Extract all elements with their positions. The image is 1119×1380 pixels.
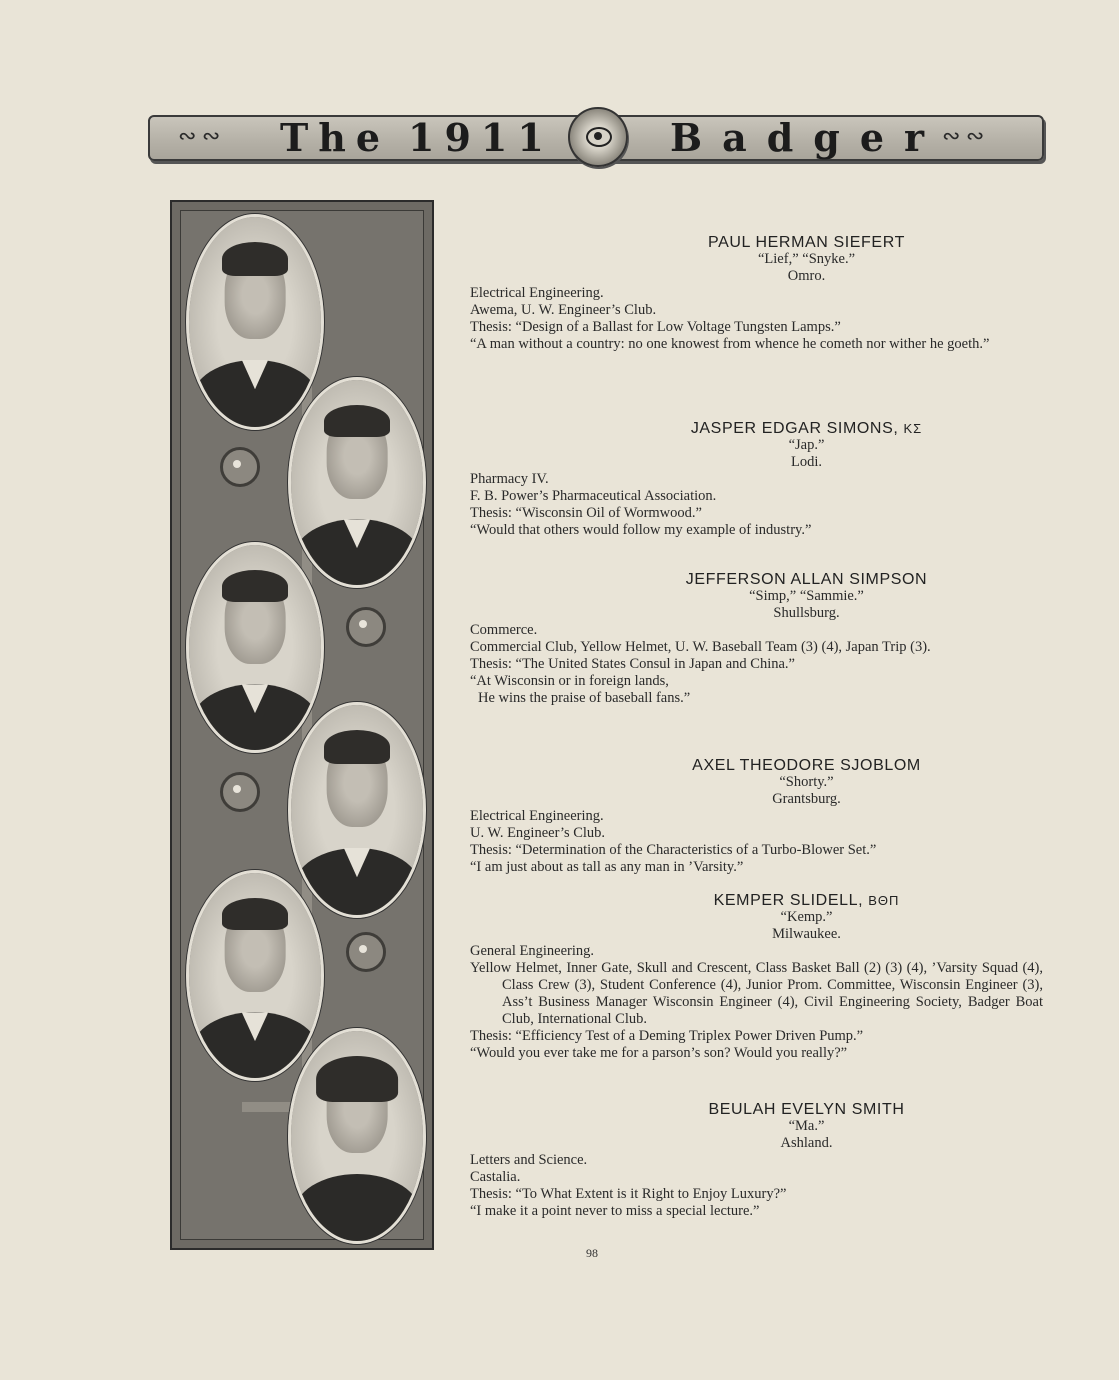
entry-course: Pharmacy IV. — [470, 471, 549, 487]
entry-simons — [470, 420, 1043, 539]
entry-activities: U. W. Engineer’s Club. — [470, 825, 606, 841]
bow-ornament-icon — [346, 607, 386, 647]
entry-name: KEMPER SLIDELL, ΒΘΠ — [713, 892, 900, 909]
entry-hometown: Grantsburg. — [772, 791, 841, 807]
entry-hometown: Shullsburg. — [773, 605, 840, 621]
swirl-ornament-right: ∾ ∾ — [942, 123, 985, 148]
entry-fraternity: ΚΣ — [903, 421, 923, 436]
bow-ornament-icon — [346, 932, 386, 972]
entry-course: Electrical Engineering. — [470, 285, 604, 301]
entry-siefert — [470, 234, 1043, 353]
entry-quote: “Would you ever take me for a parson’s son? Would you really?” — [470, 1045, 848, 1061]
seal-eye-icon — [568, 107, 628, 167]
entry-thesis: Thesis: “Design of a Ballast for Low Voltage Tungsten Lamps.” — [470, 319, 841, 335]
entry-hometown: Ashland. — [780, 1135, 833, 1151]
entry-simpson — [470, 571, 1043, 707]
title-banner — [148, 115, 1044, 161]
entry-course: Commerce. — [470, 622, 538, 638]
entry-name: JASPER EDGAR SIMONS, ΚΣ — [690, 420, 923, 437]
entry-course: Letters and Science. — [470, 1152, 588, 1168]
portrait-smith — [288, 1028, 426, 1244]
banner-word-the: The — [280, 115, 391, 160]
entry-quote: “I am just about as tall as any man in ’Varsity.” — [470, 859, 744, 875]
portrait-panel — [170, 200, 434, 1250]
bow-ornament-icon — [220, 772, 260, 812]
entry-thesis: Thesis: “To What Extent is it Right to Enjoy Luxury?” — [470, 1186, 787, 1202]
entry-nickname: “Shorty.” — [779, 774, 834, 790]
entry-hometown: Omro. — [787, 268, 826, 284]
entry-quote-cont: He wins the praise of baseball fans.” — [478, 690, 691, 706]
entry-quote: “At Wisconsin or in foreign lands, — [470, 673, 669, 689]
entry-name: AXEL THEODORE SJOBLOM — [692, 757, 921, 774]
entry-quote: “A man without a country: no one knowest from whence he cometh nor wither he goeth.” — [470, 336, 990, 352]
entry-nickname: “Lief,” “Snyke.” — [757, 251, 856, 267]
entry-nickname: “Kemp.” — [780, 909, 833, 925]
entry-nickname: “Jap.” — [788, 437, 825, 453]
entry-hometown: Milwaukee. — [772, 926, 841, 942]
entry-nickname: “Ma.” — [788, 1118, 825, 1134]
entry-thesis: Thesis: “Wisconsin Oil of Wormwood.” — [470, 505, 702, 521]
entry-name: JEFFERSON ALLAN SIMPSON — [685, 571, 928, 588]
entry-activities: F. B. Power’s Pharmaceutical Association. — [470, 488, 717, 504]
bow-ornament-icon — [220, 447, 260, 487]
banner-word-year: 1911 — [408, 115, 554, 160]
entry-sjoblom — [470, 757, 1043, 876]
entry-activities: Awema, U. W. Engineer’s Club. — [470, 302, 657, 318]
entry-name: BEULAH EVELYN SMITH — [708, 1101, 905, 1118]
entry-fraternity: ΒΘΠ — [868, 893, 900, 908]
entry-activities: Castalia. — [470, 1169, 521, 1185]
entry-activities: Commercial Club, Yellow Helmet, U. W. Baseball Team (3) (4), Japan Trip (3). — [470, 639, 931, 655]
banner-word-badger: Badger — [670, 115, 945, 160]
entry-course: General Engineering. — [470, 943, 595, 959]
entry-nickname: “Simp,” “Sammie.” — [749, 588, 864, 604]
entry-quote: “I make it a point never to miss a special lecture.” — [470, 1203, 760, 1219]
page-number: 98 — [586, 1246, 598, 1260]
entry-smith — [470, 1101, 1043, 1220]
entry-activities: Yellow Helmet, Inner Gate, Skull and Crescent, Class Basket Ball (2) (3) (4), ’Varsity Squad (4), Class Crew (3), Student Conference (4), Junior Prom. Committee, Wisconsin Engineer (3), Ass’t Business Manager Wisconsin Engineer (4), Civil Engineering Society, Badger Boat Club, International Club. — [470, 960, 1043, 1027]
entry-thesis: Thesis: “Efficiency Test of a Deming Triplex Power Driven Pump.” — [470, 1028, 864, 1044]
entry-thesis: Thesis: “Determination of the Characteristics of a Turbo-Blower Set.” — [470, 842, 877, 858]
entry-quote: “Would that others would follow my example of industry.” — [470, 522, 812, 538]
entry-thesis: Thesis: “The United States Consul in Japan and China.” — [470, 656, 795, 672]
entry-slidell — [470, 892, 1043, 1062]
swirl-ornament-left: ∾ ∾ — [178, 123, 221, 148]
entry-course: Electrical Engineering. — [470, 808, 604, 824]
entry-hometown: Lodi. — [790, 454, 822, 470]
entry-name: PAUL HERMAN SIEFERT — [708, 234, 905, 251]
